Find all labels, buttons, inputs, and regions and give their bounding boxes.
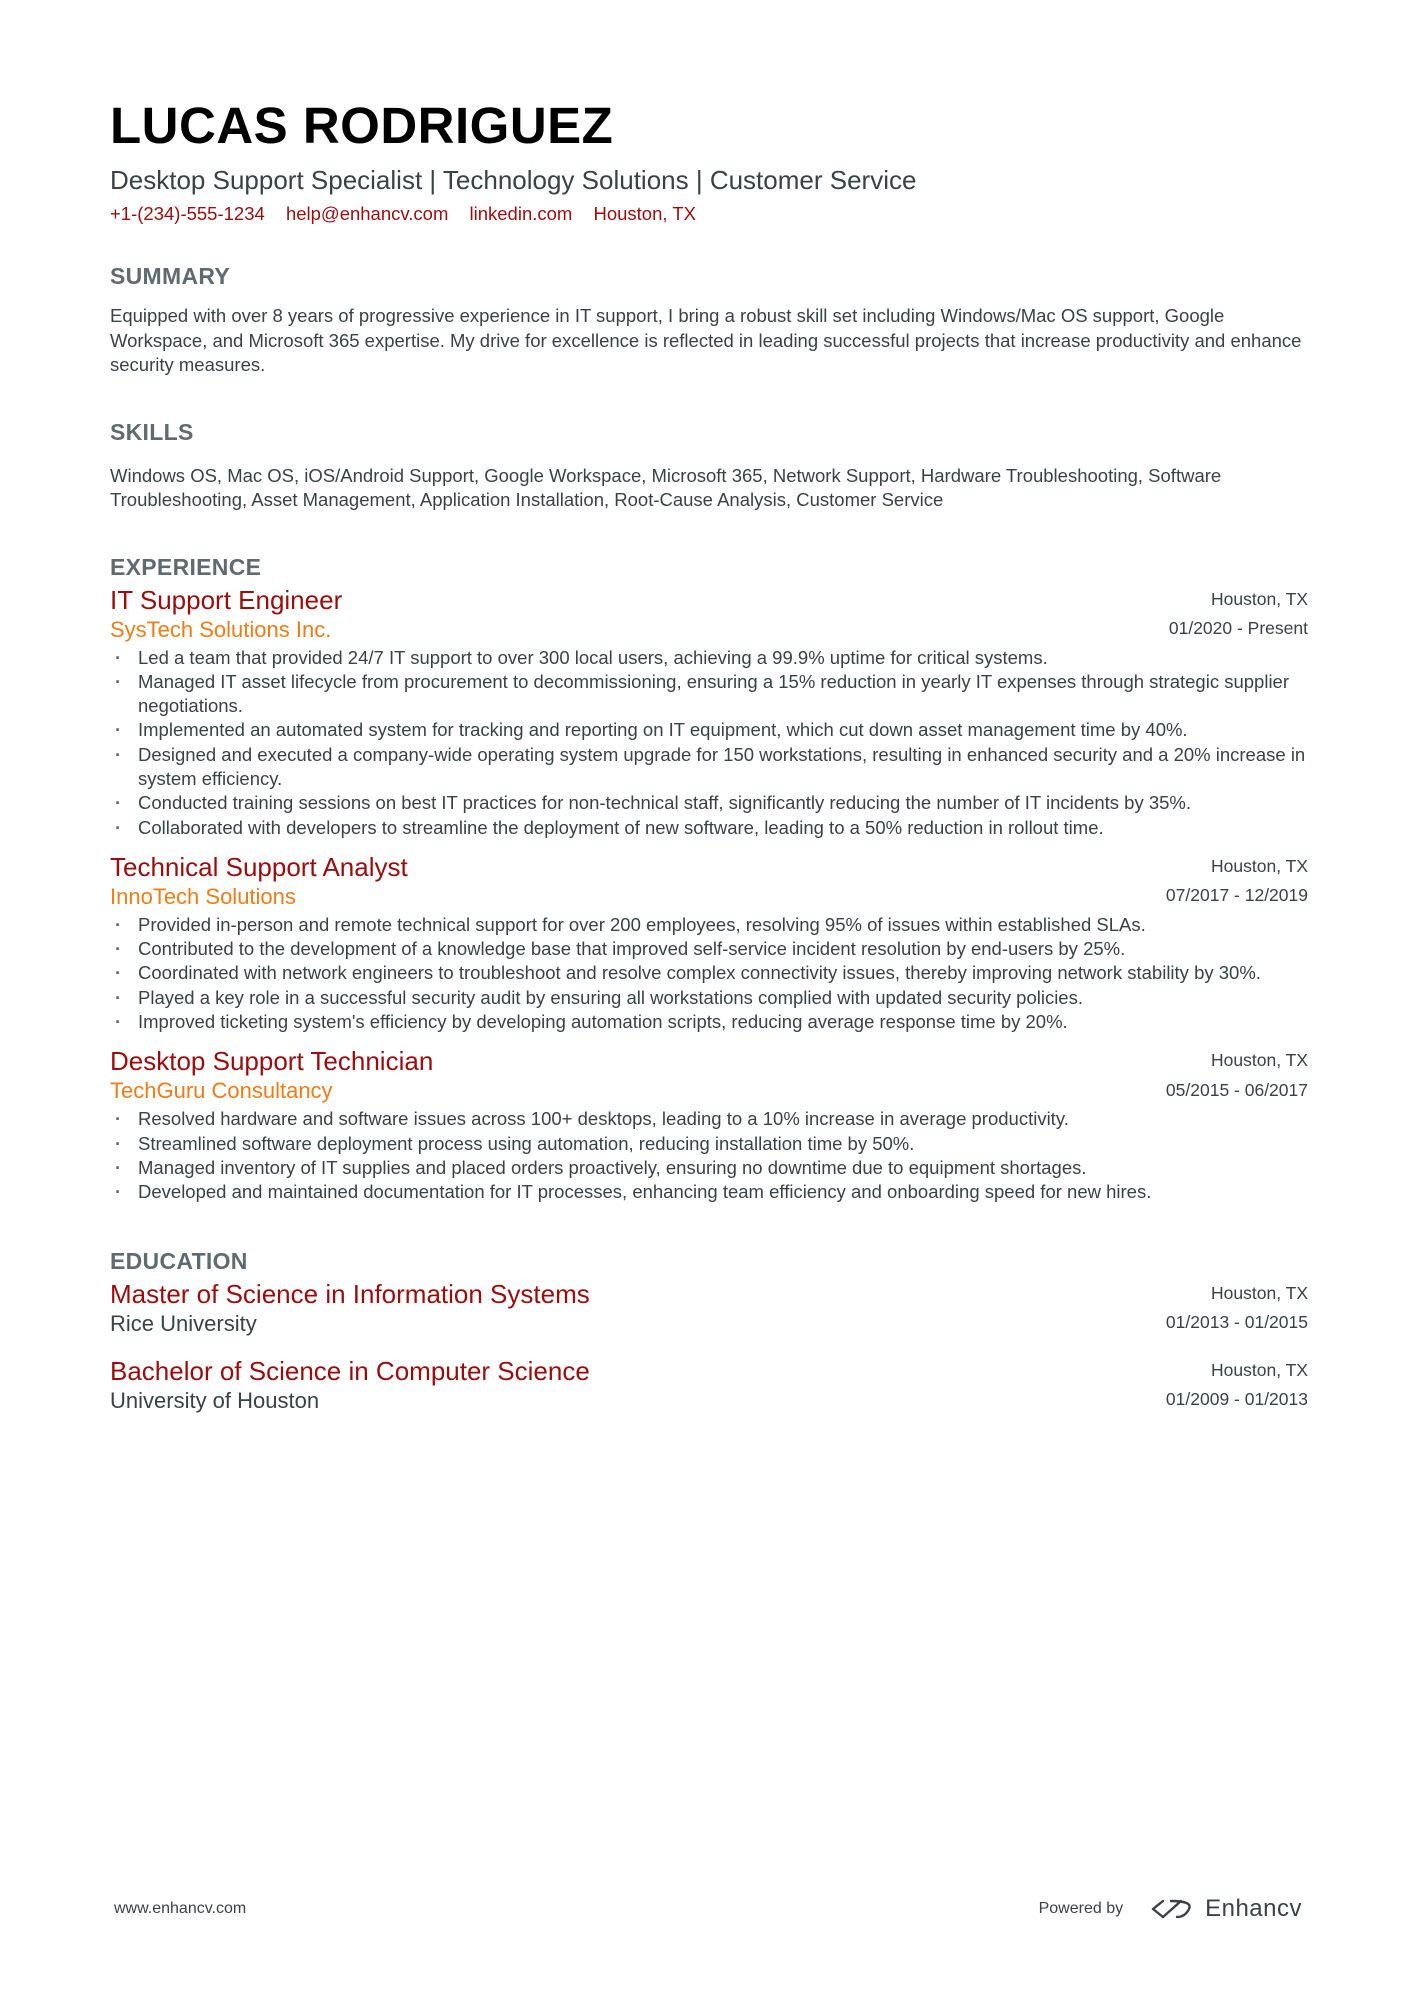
job-location: Houston, TX [1211, 588, 1308, 609]
job-bullet: · Implemented an automated system for tracking and reporting on IT equipment, which cut down asset management time by 40%. [110, 718, 1308, 742]
summary-title: SUMMARY [110, 263, 231, 289]
education-section [110, 1247, 1308, 1415]
school-dates: 01/2013 - 01/2015 [1165, 1312, 1308, 1333]
job-bullet: · Managed IT asset lifecycle from procurement to decommissioning, ensuring a 15% reduction in yearly IT expenses through strategic supplier negotiations. [110, 670, 1308, 719]
degree: Bachelor of Science in Computer Science [110, 1355, 590, 1386]
email-link[interactable]: help@enhancv.com [285, 203, 449, 224]
job-location: Houston, TX [1211, 855, 1308, 876]
job-bullet: · Improved ticketing system's efficiency by developing automation scripts, reducing average response time by 20%. [110, 1010, 1308, 1034]
enhancv-brand[interactable] [1149, 1895, 1302, 1923]
job-bullet: · Provided in-person and remote technical support for over 200 employees, resolving 95% of issues within established SLAs. [110, 913, 1308, 937]
footer-website-link[interactable]: www.enhancv.com [114, 1900, 247, 1917]
job-bullet: · Conducted training sessions on best IT practices for non-technical staff, significantly reducing the number of IT incidents by 35%. [110, 791, 1308, 815]
candidate-name: LUCAS RODRIGUEZ [110, 97, 614, 154]
job-bullet: · Led a team that provided 24/7 IT support to over 300 local users, achieving a 99.9% uptime for critical systems. [110, 646, 1308, 670]
footer-branding [1039, 1895, 1302, 1923]
skills-text: Windows OS, Mac OS, iOS/Android Support, Google Workspace, Microsoft 365, Network Support, Hardware Troubleshooting, Software Troubleshooting, Asset Management, Application Installation, Root-Cause Analysis, Customer Service [110, 464, 1222, 510]
job-bullet: · Contributed to the development of a knowledge base that improved self-service incident resolution by end-users by 25%. [110, 937, 1308, 961]
job-bullet: · Resolved hardware and software issues across 100+ desktops, leading to a 10% increase in average productivity. [110, 1107, 1308, 1131]
experience-title: EXPERIENCE [110, 553, 262, 580]
job-bullet: · Played a key role in a successful security audit by ensuring all workstations complied with updated security policies. [110, 986, 1308, 1010]
school-location: Houston, TX [1211, 1282, 1308, 1303]
school-location: Houston, TX [1211, 1359, 1308, 1380]
summary-section [110, 262, 1308, 378]
job-bullet: · Coordinated with network engineers to troubleshoot and resolve complex connectivity issues, thereby improving network stability by 30%. [110, 961, 1308, 985]
resume-page [110, 96, 1308, 1427]
location-text: Houston, TX [593, 203, 696, 224]
enhancv-logo-icon [1149, 1897, 1195, 1921]
job-role: IT Support Engineer [110, 584, 343, 615]
job-entry [110, 1046, 1308, 1204]
job-dates: 07/2017 - 12/2019 [1165, 885, 1308, 906]
job-bullet: · Designed and executed a company-wide operating system upgrade for 150 workstations, resulting in enhanced security and a 20% increase in system efficiency. [110, 743, 1308, 792]
job-bullet: · Managed inventory of IT supplies and placed orders proactively, ensuring no downtime due to equipment shortages. [110, 1156, 1308, 1180]
job-role: Desktop Support Technician [110, 1046, 434, 1077]
summary-text: Equipped with over 8 years of progressive experience in IT support, I bring a robust skill set including Windows/Mac OS support, Google Workspace, and Microsoft 365 expertise. My drive for excellence is reflected in leading successful projects that increase productivity and enhance security measures. [110, 305, 1302, 375]
powered-by-label: Powered by [1038, 1900, 1124, 1917]
job-location: Houston, TX [1211, 1050, 1308, 1071]
job-company: SysTech Solutions Inc. [110, 616, 332, 642]
job-bullet: · Collaborated with developers to streamline the deployment of new software, leading to a 50% reduction in rollout time. [110, 816, 1308, 840]
contact-bar [110, 202, 1308, 226]
tagline: Desktop Support Specialist | Technology Solutions | Customer Service [110, 165, 917, 195]
education-title: EDUCATION [110, 1247, 248, 1274]
experience-section [110, 553, 1308, 1205]
phone-link[interactable]: +1-(234)-555-1234 [110, 203, 265, 224]
education-entry [110, 1279, 1308, 1338]
education-entry [110, 1356, 1308, 1415]
school-name: Rice University [110, 1310, 257, 1336]
brand-name: Enhancv [1205, 1895, 1302, 1922]
job-bullets [110, 1107, 1308, 1204]
job-company: TechGuru Consultancy [110, 1078, 333, 1104]
job-dates: 01/2020 - Present [1168, 618, 1308, 638]
job-bullets [110, 913, 1308, 1034]
job-dates: 05/2015 - 06/2017 [1165, 1079, 1308, 1100]
job-entry [110, 852, 1308, 1034]
school-dates: 01/2009 - 01/2013 [1165, 1389, 1308, 1410]
skills-section [110, 418, 1308, 513]
linkedin-link[interactable]: linkedin.com [469, 203, 573, 224]
school-name: University of Houston [110, 1387, 320, 1413]
job-entry [110, 585, 1308, 840]
job-role: Technical Support Analyst [110, 851, 408, 882]
job-bullet: · Developed and maintained documentation for IT processes, enhancing team efficiency and onboarding speed for new hires. [110, 1180, 1308, 1204]
page-footer [114, 1895, 1302, 1923]
job-company: InnoTech Solutions [110, 883, 296, 909]
skills-title: SKILLS [110, 418, 194, 445]
job-bullet: · Streamlined software deployment process using automation, reducing installation time by 50%. [110, 1132, 1308, 1156]
degree: Master of Science in Information Systems [110, 1278, 590, 1309]
job-bullets [110, 646, 1308, 840]
